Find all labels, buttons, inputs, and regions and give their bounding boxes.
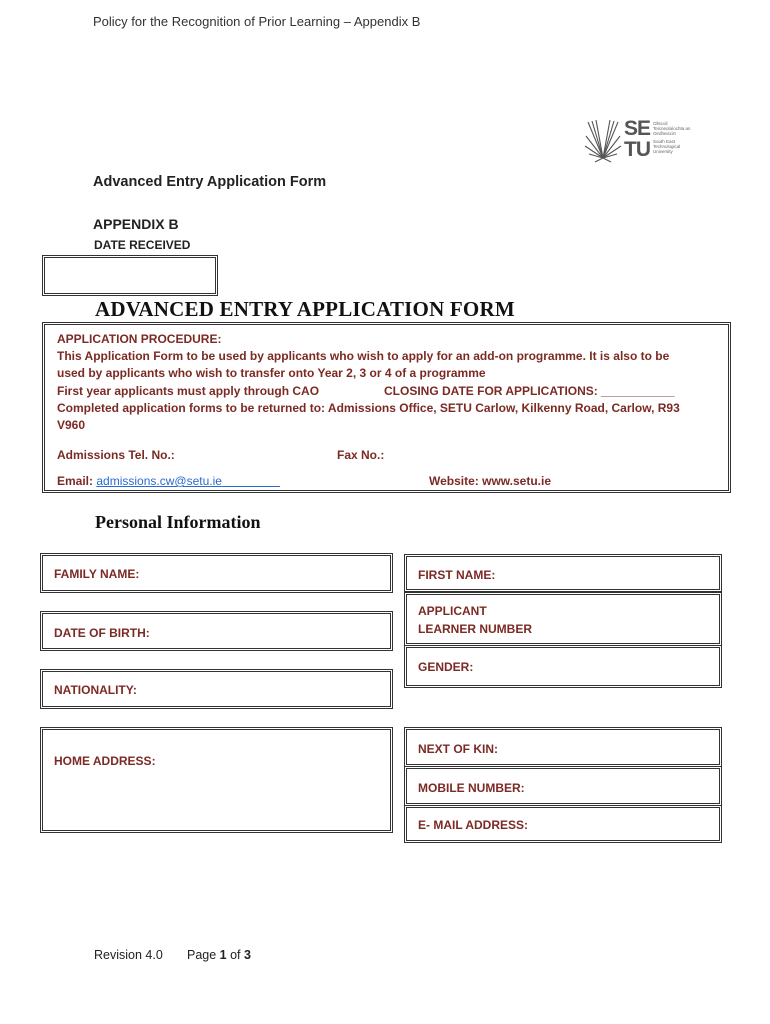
section-title-personal-information: Personal Information — [95, 512, 261, 532]
email-link[interactable]: admissions.cw@setu.ie — [96, 474, 222, 488]
page-title: ADVANCED ENTRY APPLICATION FORM — [95, 297, 515, 321]
page-total: 3 — [244, 948, 251, 962]
setu-logo — [584, 118, 700, 164]
page-number — [187, 948, 251, 962]
application-procedure-box — [42, 322, 731, 493]
applicant-learner-number-field[interactable] — [404, 592, 722, 646]
page-of: of — [226, 948, 244, 962]
page-prefix: Page — [187, 948, 220, 962]
home-address-field[interactable] — [40, 727, 393, 833]
website-label: Website: www.setu.ie — [429, 474, 552, 488]
procedure-heading: APPLICATION PROCEDURE: — [57, 332, 222, 346]
page-current: 1 — [219, 948, 227, 962]
learner-number-label: LEARNER NUMBER — [418, 622, 532, 636]
next-of-kin-label: NEXT OF KIN: — [418, 742, 498, 756]
mobile-number-label: MOBILE NUMBER: — [418, 781, 525, 795]
logo-letters-top: SE — [624, 117, 651, 140]
email-line — [57, 473, 280, 490]
procedure-line-3a: First year applicants must apply through CAO — [57, 384, 320, 398]
date-received-label: DATE RECEIVED — [94, 238, 191, 252]
applicant-label: APPLICANT — [418, 604, 487, 618]
procedure-line-4: Completed application forms to be returned to: Admissions Office, SETU Carlow, Kilkenny Road, Carlow, R93 — [57, 401, 680, 415]
mobile-number-field[interactable] — [404, 766, 722, 806]
gender-field[interactable] — [404, 645, 722, 688]
form-subtitle: Advanced Entry Application Form — [93, 174, 327, 190]
closing-date-label: CLOSING DATE FOR APPLICATIONS: ___________ — [384, 384, 675, 398]
next-of-kin-field[interactable] — [404, 727, 722, 767]
first-name-field[interactable] — [404, 554, 722, 592]
date-of-birth-field[interactable] — [40, 611, 393, 651]
gender-label: GENDER: — [418, 660, 474, 674]
procedure-line-5: V960 — [57, 418, 86, 432]
first-name-label: FIRST NAME: — [418, 568, 496, 582]
fax-label: Fax No.: — [337, 448, 385, 462]
procedure-line-2: used by applicants who wish to transfer onto Year 2, 3 or 4 of a programme — [57, 366, 486, 380]
date-received-field[interactable] — [42, 255, 218, 296]
running-header: Policy for the Recognition of Prior Learning – Appendix B — [93, 14, 421, 29]
email-address-label: E- MAIL ADDRESS: — [418, 818, 529, 832]
appendix-label: APPENDIX B — [93, 216, 179, 232]
email-label: Email: — [57, 474, 94, 488]
nationality-label: NATIONALITY: — [54, 683, 137, 697]
logo-letters-bottom: TU — [624, 138, 650, 161]
nationality-field[interactable] — [40, 669, 393, 709]
procedure-line-1: This Application Form to be used by applicants who wish to apply for an add-on programme. It is also to be — [57, 349, 670, 363]
family-name-label: FAMILY NAME: — [54, 567, 140, 581]
setu-logo-mark-icon — [584, 118, 622, 164]
revision-label: Revision 4.0 — [94, 948, 163, 962]
logo-text-english: South East Technological University — [653, 139, 681, 154]
family-name-field[interactable] — [40, 553, 393, 593]
admissions-tel-label: Admissions Tel. No.: — [57, 448, 175, 462]
home-address-label: HOME ADDRESS: — [54, 754, 156, 768]
date-of-birth-label: DATE OF BIRTH: — [54, 626, 150, 640]
email-address-field[interactable] — [404, 805, 722, 843]
logo-text-irish: Ollscoil Teicneolaíochta an Oirdheiscirt — [653, 121, 691, 136]
